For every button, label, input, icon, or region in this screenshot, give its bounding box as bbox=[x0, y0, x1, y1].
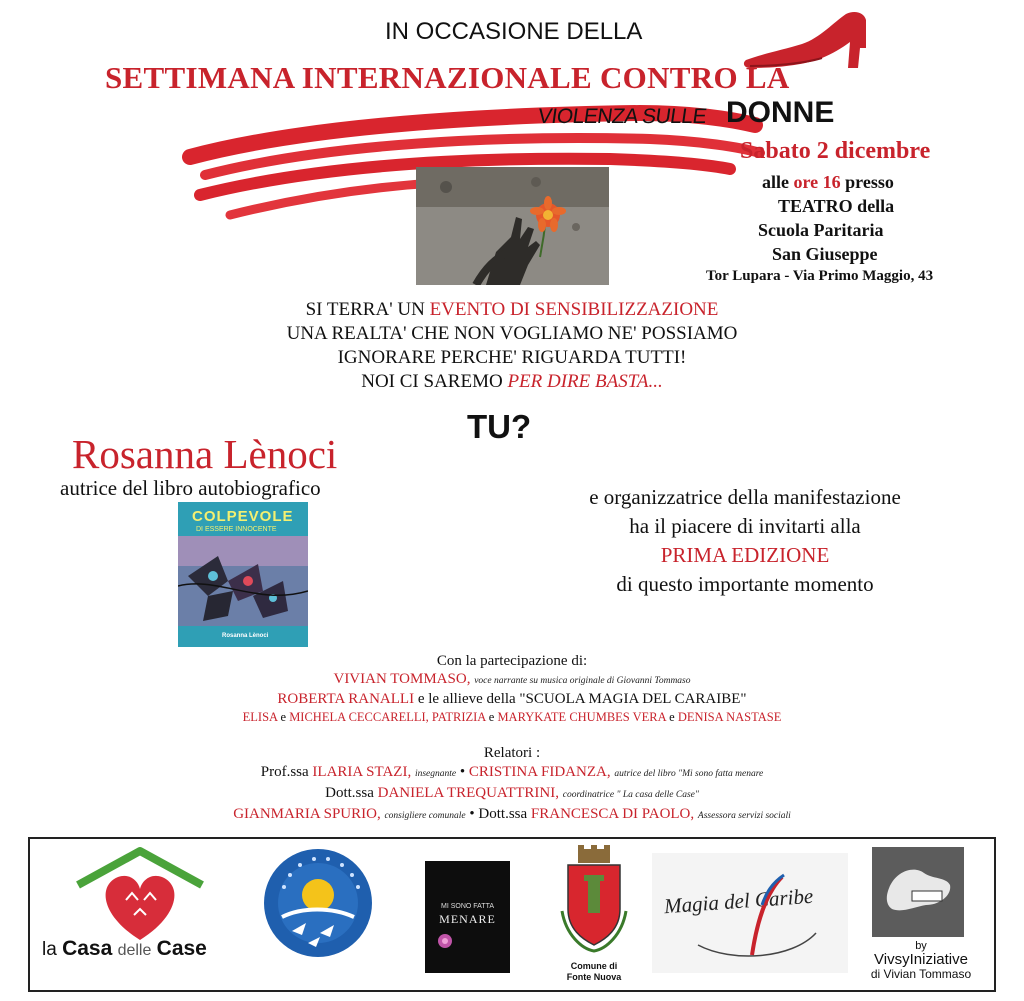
hand-flower-photo bbox=[416, 167, 609, 285]
vivsy-text: by VivsyIniziative di Vivian Tommaso bbox=[870, 940, 972, 981]
tu-question: TU? bbox=[467, 408, 532, 445]
speakers-line2: Dott.ssa DANIELA TREQUATTRINI, coordinatrice " La casa delle Case" bbox=[325, 785, 699, 801]
header-violenza: VIOLENZA SULLE bbox=[536, 105, 708, 128]
message-line1: SI TERRA' UN EVENTO DI SENSIBILIZZAZIONE bbox=[305, 299, 719, 320]
casa-delle-case-logo bbox=[70, 845, 210, 945]
speakers-section bbox=[112, 744, 912, 826]
invite-line4: di questo importante momento bbox=[616, 572, 874, 596]
invite-text bbox=[530, 483, 960, 599]
menare-book-logo bbox=[425, 861, 510, 973]
speakers-intro: Relatori : bbox=[483, 745, 541, 761]
venue-address: Tor Lupara - Via Primo Maggio, 43 bbox=[706, 268, 934, 284]
sponsor-logos bbox=[28, 837, 996, 992]
menare-book-line1: MI SONO FATTA bbox=[440, 903, 495, 910]
book-title: COLPEVOLE bbox=[192, 508, 294, 525]
fonte-nuova-crest bbox=[554, 845, 634, 959]
invite-line3: PRIMA EDIZIONE bbox=[660, 543, 830, 567]
book-subtitle: DI ESSERE INNOCENTE bbox=[196, 526, 277, 533]
venue-line3: San Giuseppe bbox=[772, 244, 878, 264]
header-line1: IN OCCASIONE DELLA bbox=[385, 18, 643, 45]
participation-section bbox=[112, 652, 912, 726]
feather-icon bbox=[692, 871, 822, 961]
participant-3: ELISA e MICHELA CECCARELLI, PATRIZIA e MARYKATE CHUMBES VERA e DENISA NASTASE bbox=[242, 710, 782, 724]
invite-line2: ha il piacere di invitarti alla bbox=[629, 514, 861, 538]
participant-1: VIVIAN TOMMASO, voce narrante su musica originale di Giovanni Tommaso bbox=[333, 671, 691, 687]
speakers-line1: Prof.ssa ILARIA STAZI, insegnante • CRISTINA FIDANZA, autrice del libro "Mi sono fatta menare bbox=[260, 764, 764, 780]
book-cover bbox=[178, 502, 308, 647]
vivsy-logo-image bbox=[872, 847, 964, 937]
participant-2: ROBERTA RANALLI e le allieve della "SCUOLA MAGIA DEL CARAIBE" bbox=[277, 691, 747, 707]
header-title: SETTIMANA INTERNAZIONALE CONTRO LA bbox=[105, 60, 790, 95]
awareness-message bbox=[150, 298, 874, 394]
flower-icon bbox=[435, 931, 455, 951]
venue-line2: Scuola Paritaria bbox=[758, 220, 884, 240]
piano-hands-icon bbox=[884, 861, 954, 923]
message-line2: UNA REALTA' CHE NON VOGLIAMO NE' POSSIAMO bbox=[286, 323, 738, 344]
venue-line1: TEATRO della bbox=[778, 196, 895, 216]
magia-del-caribe-logo bbox=[652, 853, 848, 973]
blue-circle-logo bbox=[262, 847, 374, 959]
header-donne: DONNE bbox=[726, 96, 835, 129]
comune-label: Comune di Fonte Nuova bbox=[566, 961, 622, 982]
event-date: Sabato 2 dicembre bbox=[740, 138, 931, 164]
menare-book-line2: MENARE bbox=[439, 912, 496, 926]
event-time: alle ore 16 presso bbox=[762, 172, 894, 192]
casa-delle-case-text: la Casa delle Case bbox=[42, 937, 207, 960]
invite-line1: e organizzatrice della manifestazione bbox=[589, 485, 901, 509]
author-role: autrice del libro autobiografico bbox=[60, 476, 321, 500]
magia-del-caribe-text: Magia del Caribe bbox=[663, 883, 814, 919]
participation-intro: Con la partecipazione di: bbox=[436, 653, 588, 669]
speakers-line3: GIANMARIA SPURIO, consigliere comunale • Dott.ssa FRANCESCA DI PAOLO, Assessora servizi sociali bbox=[233, 806, 791, 822]
book-author: Rosanna Lènoci bbox=[222, 633, 269, 639]
butterflies-illustration bbox=[178, 536, 308, 626]
author-name: Rosanna Lènoci bbox=[72, 431, 338, 477]
message-line3: IGNORARE PERCHE' RIGUARDA TUTTI! bbox=[337, 347, 687, 368]
message-line4: NOI CI SAREMO PER DIRE BASTA... bbox=[361, 371, 663, 392]
